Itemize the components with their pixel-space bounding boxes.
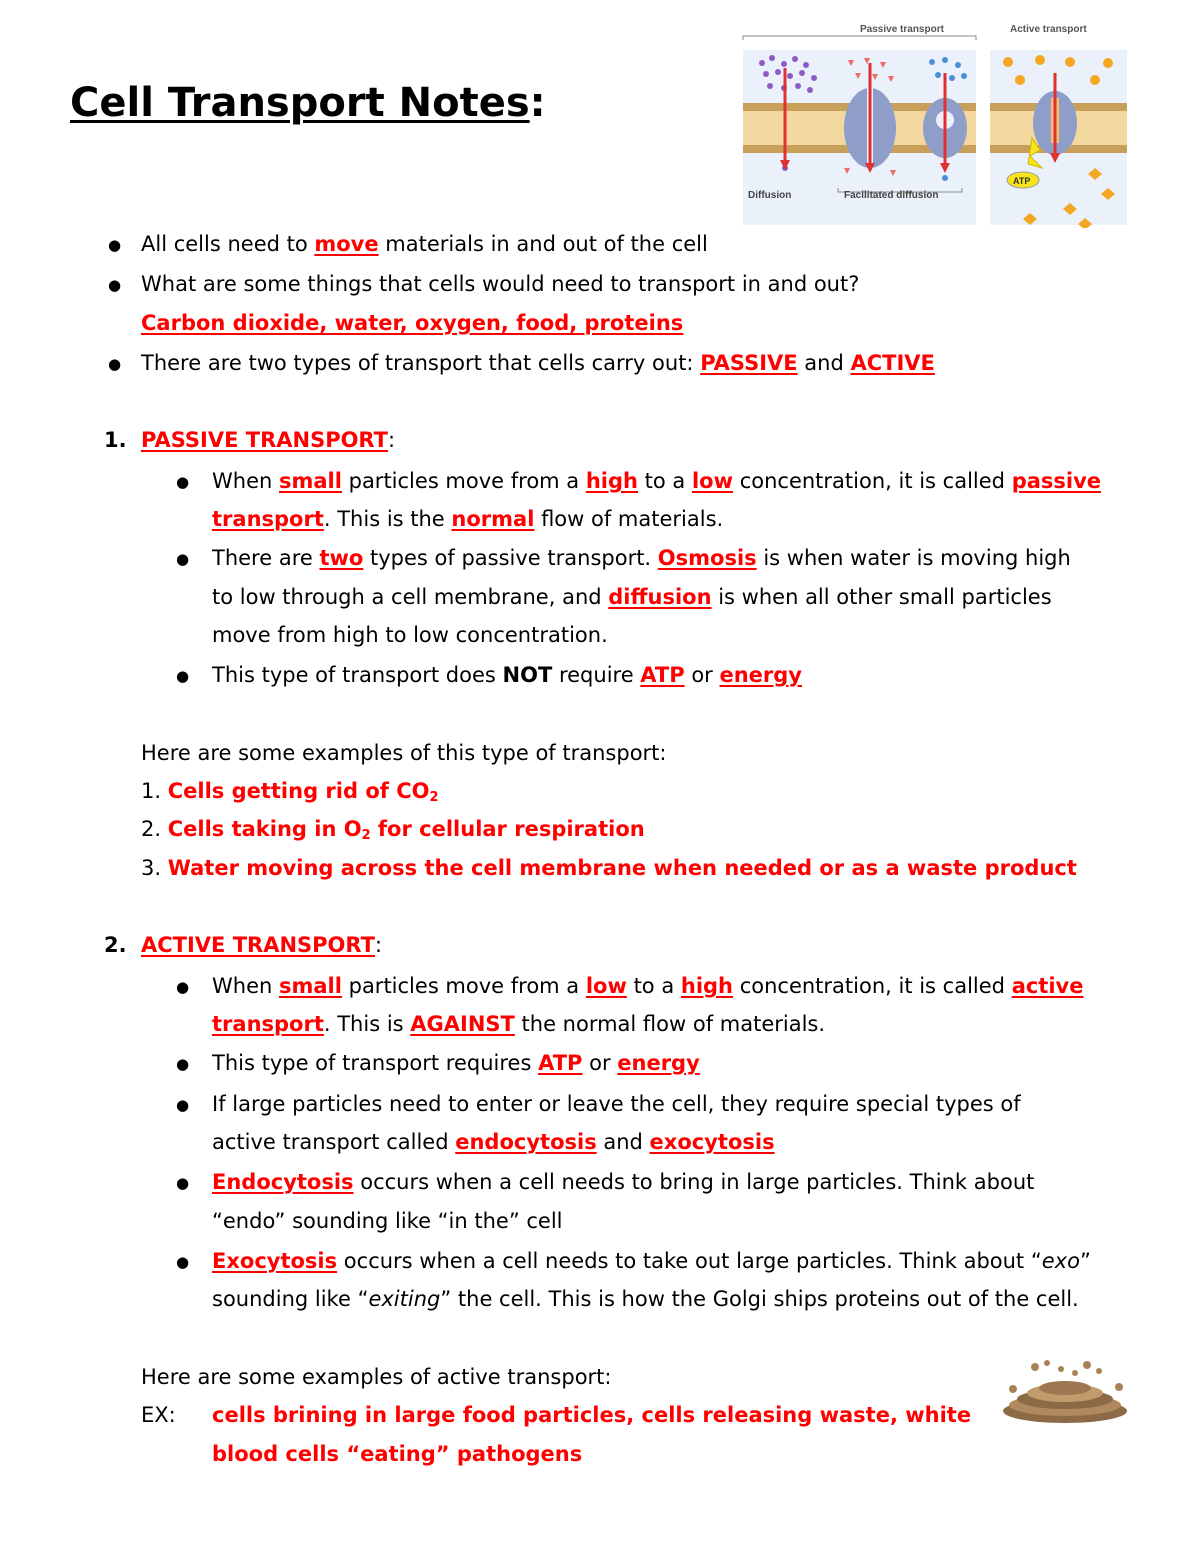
bullet-icon: ● — [176, 1253, 190, 1271]
bullet-icon: ● — [176, 667, 190, 685]
passive-heading: PASSIVE TRANSPORT: — [141, 428, 396, 452]
intro-bullet-1: All cells need to move materials in and out of the cell — [141, 232, 708, 256]
active-bullet-4-line-2: “endo” sounding like “in the” cell — [212, 1209, 563, 1233]
active-bullet-5-line-1: Exocytosis occurs when a cell needs to take out large particles. Think about “exo” — [212, 1249, 1091, 1273]
atp-label: ATP — [1013, 176, 1031, 186]
passive-example-2: 2. Cells taking in $O_2$ for cellular respiration — [141, 817, 645, 843]
section-number: 2. — [104, 933, 127, 957]
passive-bullet-2-line-2: to low through a cell membrane, and diffusion is when all other small particles — [212, 585, 1052, 609]
passive-bullet-1-line-1: When small particles move from a high to a low concentration, it is called passive — [212, 469, 1102, 493]
passive-example-1: 1. Cells getting rid of $CO_2$ — [141, 779, 439, 805]
bullet-icon: ● — [176, 1174, 190, 1192]
active-bullet-3-line-2: active transport called endocytosis and exocytosis — [212, 1130, 775, 1154]
intro-bullet-2-answer: Carbon dioxide, water, oxygen, food, proteins — [141, 311, 684, 335]
facilitated-diffusion-label: Facilitated diffusion — [844, 190, 939, 201]
passive-bullet-2-line-1: There are two types of passive transport. Osmosis is when water is moving high — [212, 546, 1071, 570]
bullet-icon: ● — [108, 355, 122, 373]
active-bullet-5-line-2: sounding like “exiting” the cell. This is how the Golgi ships proteins out of the cell. — [212, 1287, 1079, 1311]
passive-bullet-2-line-3: move from high to low concentration. — [212, 623, 608, 647]
bullet-icon: ● — [108, 236, 122, 254]
passive-bullet-1-line-2: transport. This is the normal flow of materials. — [212, 507, 724, 531]
diffusion-label: Diffusion — [748, 190, 792, 201]
active-examples-intro: Here are some examples of active transport: — [141, 1365, 612, 1389]
golgi-illustration — [995, 1355, 1135, 1435]
bullet-icon: ● — [108, 276, 122, 294]
passive-examples-intro: Here are some examples of this type of transport: — [141, 741, 667, 765]
passive-transport-label: Passive transport — [860, 24, 944, 35]
active-heading: ACTIVE TRANSPORT: — [141, 933, 383, 957]
active-bullet-4-line-1: Endocytosis occurs when a cell needs to bring in large particles. Think about — [212, 1170, 1035, 1194]
active-bullet-1-line-2: transport. This is AGAINST the normal flow of materials. — [212, 1012, 826, 1036]
active-bullet-1-line-1: When small particles move from a low to a high concentration, it is called active — [212, 974, 1084, 998]
active-example-line-2: blood cells “eating” pathogens — [212, 1442, 583, 1466]
intro-bullet-3: There are two types of transport that cells carry out: PASSIVE and ACTIVE — [141, 351, 935, 375]
bullet-icon: ● — [176, 473, 190, 491]
active-example-line-1: cells brining in large food particles, cells releasing waste, white — [212, 1403, 972, 1427]
section-number: 1. — [104, 428, 127, 452]
bullet-icon: ● — [176, 978, 190, 996]
active-bullet-3-line-1: If large particles need to enter or leave the cell, they require special types of — [212, 1092, 1021, 1116]
bullet-icon: ● — [176, 1055, 190, 1073]
passive-example-3: 3. Water moving across the cell membrane when needed or as a waste product — [141, 856, 1077, 880]
active-transport-label: Active transport — [1010, 24, 1087, 35]
passive-bullet-3: This type of transport does NOT require ATP or energy — [212, 663, 802, 687]
active-bullet-2: This type of transport requires ATP or energy — [212, 1051, 700, 1075]
intro-bullet-2: What are some things that cells would need to transport in and out? — [141, 272, 860, 296]
transport-diagram — [740, 18, 1130, 228]
active-example-label: EX: — [141, 1403, 176, 1427]
page-title: Cell Transport Notes: — [70, 80, 546, 126]
bullet-icon: ● — [176, 550, 190, 568]
bullet-icon: ● — [176, 1096, 190, 1114]
